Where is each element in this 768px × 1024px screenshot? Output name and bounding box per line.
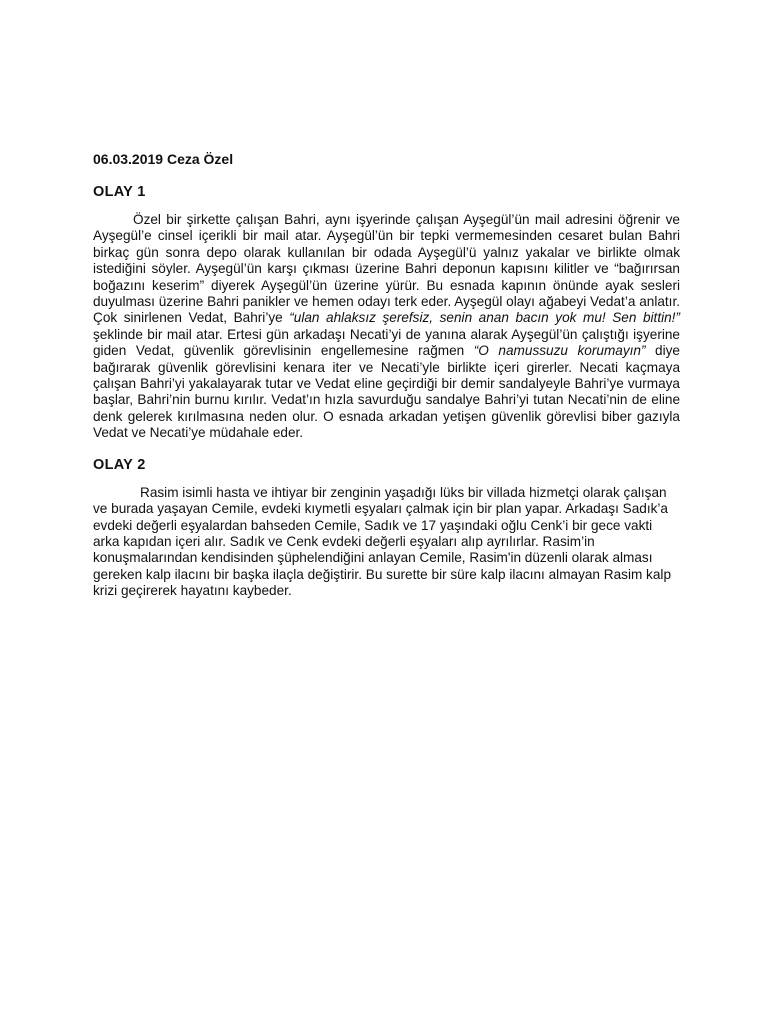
case-1-paragraph [93,212,680,442]
section-spacer [93,442,680,456]
document-date-title: 06.03.2019 Ceza Özel [93,151,234,167]
case-2-section [93,456,680,600]
case-1-heading: OLAY 1 [93,184,146,200]
case-1-quote-text: “O namussuzu korumayın” [473,343,646,359]
case-1-section [93,183,680,442]
case-2-paragraph [93,485,680,600]
case-1-text-part: şeklinde bir mail atar. Ertesi gün arkadaşı Necati’yi de yanına alarak Ayşegül’ün çalıştığı işyerine giden Vedat, güvenlik görevlisinin engellemesine rağmen [93,326,680,359]
document-body [93,150,680,600]
case-1-text-part: Özel bir şirkette çalışan Bahri, aynı işyerinde çalışan Ayşegül’ün mail adresini öğrenir ve Ayşegül’e cinsel içerikli bir mail atar. Ayşegül’ün bir tepki vermemesinden cesaret bulan Bahri birkaç gün sonra depo olarak kullanılan bir odada Ayşegül’ü yalnız yakalar ve birlikte olmak istediğini söyler. Ayşegül’ün karşı çıkması üzerine Bahri deponun kapısını kilitler ve “bağırırsan boğazını keserim” diyerek Ayşegül’ün üzerine yürür. Bu esnada kapının önünde ayak sesleri duyulması üzerine Bahri panikler ve hemen odayı terk eder. Ayşegül olayı ağabeyi Vedat’a anlatır. Çok sinirlenen Vedat, Bahri’ye [93,212,680,326]
case-1-quote-text: “ulan ahlaksız şerefsiz, senin anan bacın yok mu! Sen bittin!” [289,310,680,326]
case-2-text-part: Rasim isimli hasta ve ihtiyar bir zenginin yaşadığı lüks bir villada hizmetçi olarak çalışan ve burada yaşayan Cemile, evdeki kıymetli eşyaları çalmak için bir plan yapar. Arkadaşı Sadık’a evdeki değerli eşyalardan bahseden Cemile, Sadık ve 17 yaşındaki oğlu Cenk’i bir gece vakti arka kapıdan içeri alır. Sadık ve Cenk evdeki değerli eşyaları alıp ayrılırlar. Rasim’in konuşmalarından kendisinden şüphelendiğini anlayan Cemile, Rasim'in düzenli olarak alması gereken kalp ilacını bir başka ilaçla değiştirir. Bu surette bir süre kalp ilacını almayan Rasim kalp krizi geçirerek hayatını kaybeder. [93,484,671,599]
case-2-heading: OLAY 2 [93,456,146,473]
case-1-text-part: diye bağırarak güvenlik görevlisini kenara iter ve Necati’yle birlikte içeri girerler. Necati kaçmaya çalışan Bahri’yi yakalayarak tutar ve Vedat eline geçirdiği bir demir sandalyeyle Bahri’ye vurmaya başlar, Bahri’nin burnu kırılır. Vedat’ın hızla savurduğu sandalye Bahri’yi tutan Necati’nin de eline denk gelerek kırılmasına neden olur. O esnada arkadan yetişen güvenlik görevlisi biber gazıyla Vedat ve Necati’ye müdahale eder. [93,343,680,441]
